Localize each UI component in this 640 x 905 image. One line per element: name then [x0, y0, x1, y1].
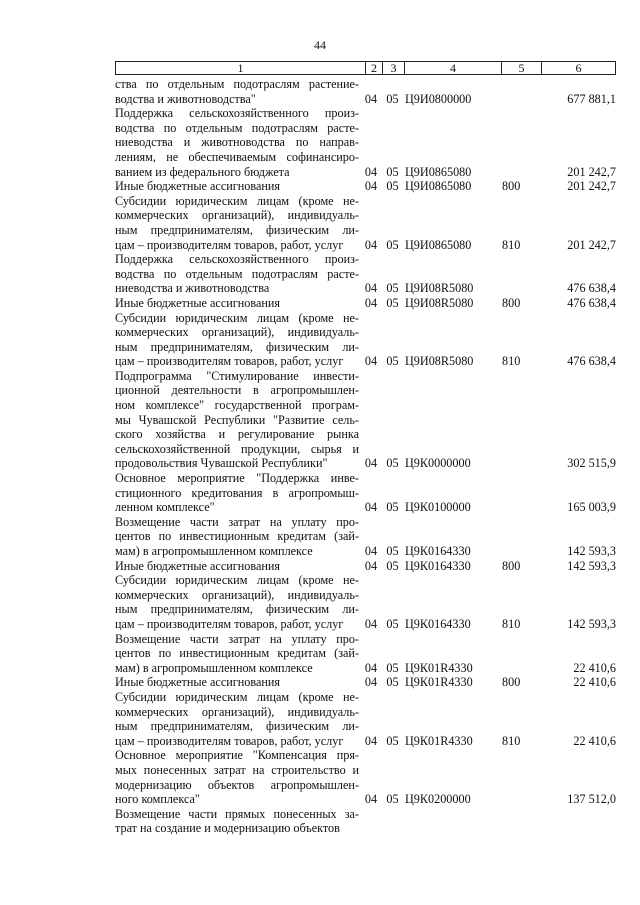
description-line: ленном комплексе" — [115, 500, 215, 515]
description-line: ном комплексе" государственной програм- — [115, 398, 359, 413]
subsection-code: 05 — [386, 733, 399, 748]
description-line: Субсидии юридическим лицам (кроме не- — [115, 573, 359, 588]
section-code: 04 — [364, 558, 378, 573]
section-code: 04 — [364, 237, 378, 252]
description-line: ным предпринимателям, физическим ли- — [115, 602, 359, 617]
table-row — [115, 179, 616, 194]
subsection-code: 05 — [386, 354, 399, 369]
table-row — [115, 748, 616, 806]
table-row — [115, 311, 616, 369]
description-line: водства и животноводства" — [115, 91, 256, 106]
expense-type-code: 810 — [502, 616, 521, 631]
description-line: Поддержка сельскохозяйственного произ- — [115, 106, 359, 121]
target-article-code: Ц9К01R4330 — [405, 733, 473, 748]
section-code: 04 — [364, 616, 378, 631]
section-code: 04 — [364, 91, 378, 106]
header-col-2: 2 — [366, 62, 383, 74]
description-line: Субсидии юридическим лицам (кроме не- — [115, 193, 359, 208]
table-row — [115, 807, 616, 836]
subsection-code: 05 — [386, 500, 399, 515]
description-line: Возмещение части затрат на уплату про- — [115, 514, 359, 529]
header-col-5: 5 — [502, 62, 542, 74]
description-line: водства по отдельным подотраслям расте- — [115, 120, 359, 135]
section-code: 04 — [364, 164, 378, 179]
amount: 142 593,3 — [567, 616, 616, 631]
section-code: 04 — [364, 281, 378, 296]
target-article-code: Ц9К0164330 — [405, 616, 471, 631]
subsection-code: 05 — [386, 616, 399, 631]
description-line: цам – производителям товаров, работ, услуг — [115, 616, 344, 631]
section-code: 04 — [364, 660, 378, 675]
table-row — [115, 106, 616, 179]
row-description — [115, 179, 359, 194]
description-line: Подпрограмма "Стимулирование инвести- — [115, 368, 359, 383]
header-col-1: 1 — [116, 62, 366, 74]
section-code: 04 — [364, 675, 378, 690]
expense-type-code: 800 — [502, 675, 521, 690]
amount: 142 593,3 — [567, 558, 616, 573]
description-line: ным предпринимателям, физическим ли- — [115, 339, 359, 354]
table-row — [115, 632, 616, 676]
amount: 476 638,4 — [567, 295, 616, 310]
description-line: Иные бюджетные ассигнования — [115, 675, 281, 690]
target-article-code: Ц9К0200000 — [405, 792, 471, 807]
description-line: мы Чувашской Республики "Развитие сель- — [115, 412, 359, 427]
description-line: сельскохозяйственной продукции, сырья и — [115, 441, 359, 456]
target-article-code: Ц9И0800000 — [405, 91, 472, 106]
description-line: ниеводства и животноводства по направ- — [115, 135, 359, 150]
row-description — [115, 296, 359, 311]
description-line: лениям, не обеспечиваемым софинансиро- — [115, 149, 359, 164]
subsection-code: 05 — [386, 281, 399, 296]
section-code: 04 — [364, 500, 378, 515]
amount: 476 638,4 — [567, 354, 616, 369]
amount: 22 410,6 — [573, 733, 616, 748]
target-article-code: Ц9И0865080 — [405, 164, 472, 179]
table-row — [115, 573, 616, 631]
amount: 201 242,7 — [567, 164, 616, 179]
description-line: Основное мероприятие "Поддержка инве- — [115, 471, 359, 486]
row-description — [115, 559, 359, 574]
target-article-code: Ц9И08R5080 — [405, 354, 474, 369]
table-row — [115, 296, 616, 311]
description-line: Иные бюджетные ассигнования — [115, 558, 281, 573]
description-line: ным предпринимателям, физическим ли- — [115, 222, 359, 237]
subsection-code: 05 — [386, 675, 399, 690]
description-line: центов по инвестиционным кредитам (зай- — [115, 646, 359, 661]
expense-type-code: 800 — [502, 295, 521, 310]
table-row — [115, 471, 616, 515]
description-line: цам – производителям товаров, работ, услуг — [115, 237, 344, 252]
row-description — [115, 311, 359, 369]
subsection-code: 05 — [386, 295, 399, 310]
section-code: 04 — [364, 456, 378, 471]
amount: 22 410,6 — [573, 660, 616, 675]
row-description — [115, 748, 359, 806]
description-line: ного комплекса" — [115, 792, 200, 807]
section-code: 04 — [364, 544, 378, 558]
target-article-code: Ц9К0000000 — [405, 456, 471, 471]
header-col-4: 4 — [405, 62, 502, 74]
target-article-code: Ц9И08R5080 — [405, 295, 474, 310]
description-line: ванием из федерального бюджета — [115, 164, 290, 179]
target-article-code: Ц9К01R4330 — [405, 675, 473, 690]
expense-type-code: 810 — [502, 354, 521, 369]
description-line: Иные бюджетные ассигнования — [115, 179, 281, 194]
section-code: 04 — [364, 179, 378, 194]
subsection-code: 05 — [386, 544, 399, 558]
table-row — [115, 77, 616, 106]
expense-type-code: 810 — [502, 237, 521, 252]
table-body — [115, 77, 616, 836]
description-line: модернизацию объектов агропромышлен- — [115, 777, 359, 792]
description-line: мых понесенных затрат на строительство и — [115, 762, 359, 777]
description-line: коммерческих организаций), индивидуаль- — [115, 587, 359, 602]
page-number: 44 — [314, 38, 326, 52]
section-code: 04 — [364, 295, 378, 310]
description-line: ным предпринимателям, физическим ли- — [115, 719, 359, 734]
amount: 142 593,3 — [567, 544, 616, 558]
target-article-code: Ц9К0164330 — [405, 544, 471, 558]
subsection-code: 05 — [386, 91, 399, 106]
row-description — [115, 194, 359, 252]
row-description — [115, 471, 359, 515]
amount: 137 512,0 — [567, 792, 616, 807]
description-line: ционной деятельности в агропромышлен- — [115, 383, 359, 398]
description-line: мам) в агропромышленном комплексе — [115, 660, 313, 675]
header-col-3: 3 — [383, 62, 405, 74]
table-row — [115, 369, 616, 471]
description-line: центов по инвестиционным кредитам (зай- — [115, 529, 359, 544]
description-line: ства по отдельным подотраслям растение- — [115, 77, 359, 91]
target-article-code: Ц9И08R5080 — [405, 281, 474, 296]
subsection-code: 05 — [386, 660, 399, 675]
description-line: ского хозяйства и регулирование рынка — [115, 427, 359, 442]
description-line: коммерческих организаций), индивидуаль- — [115, 704, 359, 719]
description-line: стиционного кредитования в агропромыш- — [115, 485, 359, 500]
subsection-code: 05 — [386, 179, 399, 194]
amount: 201 242,7 — [567, 179, 616, 194]
target-article-code: Ц9И0865080 — [405, 237, 472, 252]
target-article-code: Ц9К0164330 — [405, 558, 471, 573]
target-article-code: Ц9К0100000 — [405, 500, 471, 515]
row-description — [115, 369, 359, 471]
row-description — [115, 573, 359, 631]
description-line: продовольствия Чувашской Республики" — [115, 456, 328, 471]
amount: 677 881,1 — [567, 91, 616, 106]
description-line: Возмещение части затрат на уплату про- — [115, 631, 359, 646]
row-description — [115, 77, 359, 106]
row-description — [115, 690, 359, 748]
subsection-code: 05 — [386, 237, 399, 252]
row-description — [115, 252, 359, 296]
row-description — [115, 807, 359, 836]
row-description — [115, 632, 359, 676]
subsection-code: 05 — [386, 792, 399, 807]
description-line: водства по отдельным подотраслям расте- — [115, 266, 359, 281]
section-code: 04 — [364, 792, 378, 807]
description-line: Иные бюджетные ассигнования — [115, 295, 281, 310]
description-line: Возмещение части прямых понесенных за- — [115, 806, 359, 821]
expense-type-code: 810 — [502, 733, 521, 748]
row-description — [115, 515, 359, 559]
amount: 201 242,7 — [567, 237, 616, 252]
table-row — [115, 559, 616, 574]
row-description — [115, 106, 359, 179]
section-code: 04 — [364, 733, 378, 748]
subsection-code: 05 — [386, 558, 399, 573]
description-line: мам) в агропромышленном комплексе — [115, 544, 313, 558]
target-article-code: Ц9И0865080 — [405, 179, 472, 194]
amount: 302 515,9 — [567, 456, 616, 471]
expense-type-code: 800 — [502, 179, 521, 194]
row-description — [115, 675, 359, 690]
subsection-code: 05 — [386, 456, 399, 471]
description-line: цам – производителям товаров, работ, услуг — [115, 733, 344, 748]
table-row — [115, 690, 616, 748]
description-line: коммерческих организаций), индивидуаль- — [115, 208, 359, 223]
section-code: 04 — [364, 354, 378, 369]
table-row — [115, 252, 616, 296]
table-header — [115, 61, 616, 75]
amount: 165 003,9 — [567, 500, 616, 515]
amount: 22 410,6 — [573, 675, 616, 690]
table-row — [115, 675, 616, 690]
target-article-code: Ц9К01R4330 — [405, 660, 473, 675]
subsection-code: 05 — [386, 164, 399, 179]
header-col-6: 6 — [575, 61, 582, 75]
description-line: ниеводства и животноводства — [115, 281, 270, 296]
table-row — [115, 194, 616, 252]
description-line: Субсидии юридическим лицам (кроме не- — [115, 689, 359, 704]
description-line: коммерческих организаций), индивидуаль- — [115, 325, 359, 340]
description-line: цам – производителям товаров, работ, услуг — [115, 354, 344, 369]
description-line: Субсидии юридическим лицам (кроме не- — [115, 310, 359, 325]
amount: 476 638,4 — [567, 281, 616, 296]
description-line: Основное мероприятие "Компенсация пря- — [115, 748, 359, 763]
description-line: Поддержка сельскохозяйственного произ- — [115, 252, 359, 267]
expense-type-code: 800 — [502, 558, 521, 573]
description-line: трат на создание и модернизацию объектов — [115, 821, 340, 836]
table-row — [115, 515, 616, 559]
